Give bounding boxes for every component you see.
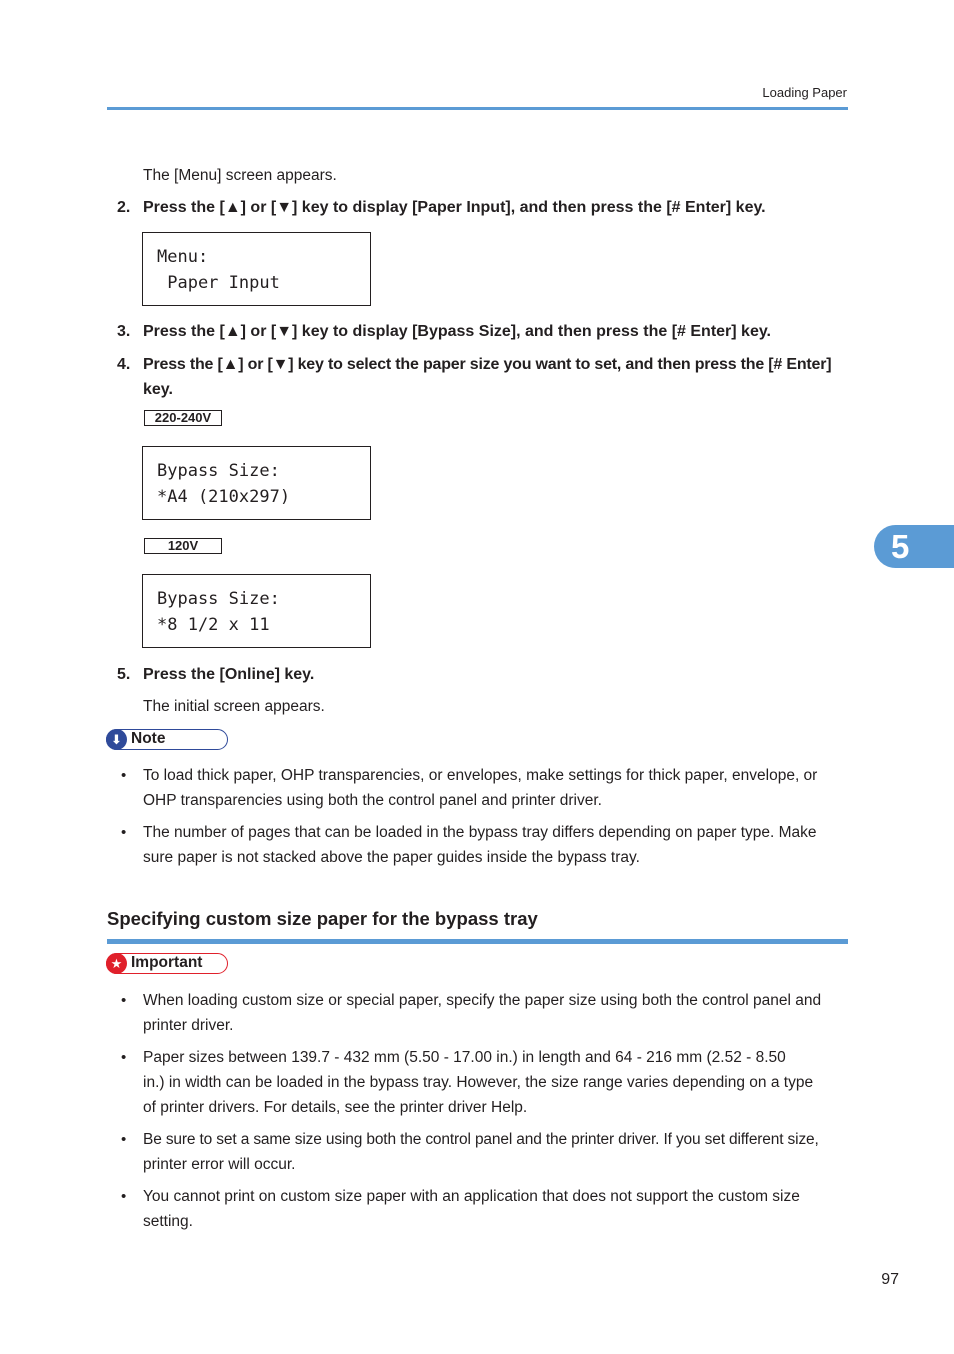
step-number: 3. [117,323,131,340]
important-bullet-line: in.) in width can be loaded in the bypass tray. However, the size range varies depending on a type [143,1074,814,1091]
note-bullet-line: sure paper is not stacked above the paper guides inside the bypass tray. [143,849,640,866]
chapter-tab [874,525,954,568]
note-bullet-line: OHP transparencies using both the control panel and printer driver. [143,792,602,809]
running-header: Loading Paper [762,85,847,100]
important-bullet-line: You cannot print on custom size paper with an application that does not support the custom size [143,1188,800,1205]
important-badge [106,953,228,974]
section-title: Specifying custom size paper for the bypass tray [107,908,538,929]
lcd-line: Bypass Size: [157,461,280,481]
note-bullet-line: To load thick paper, OHP transparencies, or envelopes, make settings for thick paper, envelope, or [143,767,818,784]
important-bullet-line: Paper sizes between 139.7 - 432 mm (5.50 - 17.00 in.) in length and 64 - 216 mm (2.52 - 8.50 [143,1049,786,1066]
page-number: 97 [881,1271,899,1288]
step-text: Press the [▲] or [▼] key to display [Bypass Size], and then press the [# Enter] key. [143,323,771,340]
lcd-screen-bypass-a4 [142,446,371,520]
bullet-icon: • [121,1188,127,1205]
step-text: key. [143,381,173,398]
bullet-icon: • [121,1049,127,1066]
step-number: 4. [117,356,131,373]
note-badge [106,729,228,750]
intro-text: The [Menu] screen appears. [143,167,337,184]
step-5-result: The initial screen appears. [143,698,325,715]
bullet-icon: • [121,992,127,1009]
important-bullet-line: When loading custom size or special paper, specify the paper size using both the control panel and [143,992,822,1009]
lcd-line: Paper Input [157,273,280,293]
star-icon: ★ [106,953,127,974]
step-number: 2. [117,199,131,216]
lcd-line: *A4 (210x297) [157,487,291,507]
section-rule [107,939,848,944]
lcd-line: Bypass Size: [157,589,280,609]
down-arrow-icon: ⬇ [106,729,127,750]
step-number: 5. [117,666,131,683]
important-bullet-line: setting. [143,1213,193,1230]
bullet-icon: • [121,767,127,784]
bullet-icon: • [121,824,127,841]
bullet-icon: • [121,1131,127,1148]
note-label: Note [131,730,166,747]
voltage-label-220-240v: 220-240V [144,410,222,426]
lcd-screen-menu [142,232,371,306]
lcd-line: Menu: [157,247,209,267]
voltage-label-120v: 120V [144,538,222,554]
header-rule [107,107,848,110]
lcd-screen-bypass-letter [142,574,371,648]
important-bullet-line: printer error will occur. [143,1156,296,1173]
important-label: Important [131,954,203,971]
important-bullet-line: printer driver. [143,1017,234,1034]
chapter-number: 5 [891,528,910,565]
step-text: Press the [Online] key. [143,666,315,683]
step-text: Press the [▲] or [▼] key to display [Paper Input], and then press the [# Enter] key. [143,199,766,216]
note-bullet-line: The number of pages that can be loaded in the bypass tray differs depending on paper type. Make [143,824,817,841]
important-bullet-line: Be sure to set a same size using both the control panel and the printer driver. If you set different size, [143,1131,819,1148]
lcd-line: *8 1/2 x 11 [157,615,270,635]
step-text: Press the [▲] or [▼] key to select the paper size you want to set, and then press the [# Enter] [143,356,832,373]
important-bullet-line: of printer drivers. For details, see the printer driver Help. [143,1099,528,1116]
